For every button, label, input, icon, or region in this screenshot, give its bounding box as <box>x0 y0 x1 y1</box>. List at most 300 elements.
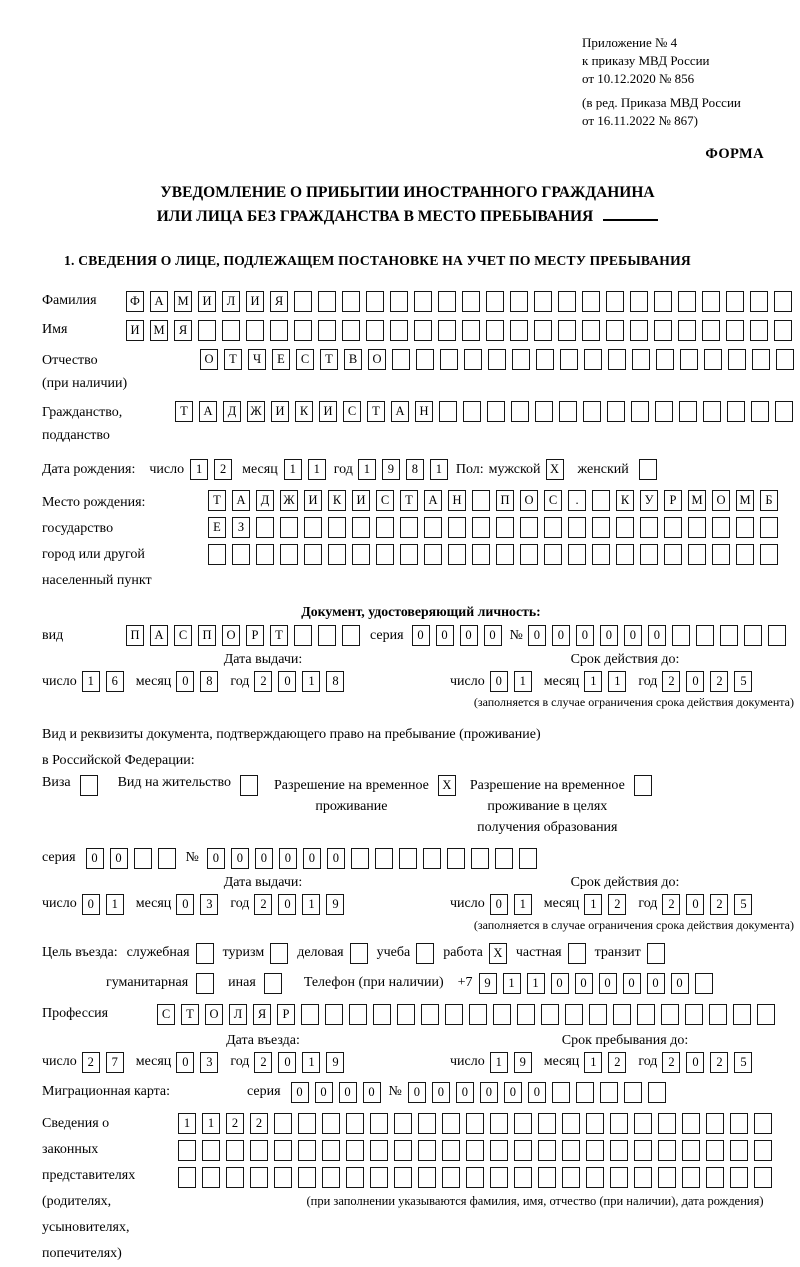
char-box[interactable]: 0 <box>551 973 569 994</box>
char-box[interactable]: 1 <box>302 671 320 692</box>
char-box[interactable]: К <box>328 490 346 511</box>
char-box[interactable] <box>768 625 786 646</box>
char-box[interactable]: А <box>391 401 409 422</box>
char-box[interactable]: 0 <box>279 848 297 869</box>
char-box[interactable]: М <box>150 320 168 341</box>
char-box[interactable] <box>466 1140 484 1161</box>
char-box[interactable]: 8 <box>406 459 424 480</box>
char-box[interactable] <box>558 291 576 312</box>
char-box[interactable]: 1 <box>503 973 521 994</box>
char-box[interactable]: 2 <box>608 1052 626 1073</box>
char-box[interactable] <box>736 517 754 538</box>
char-box[interactable]: И <box>271 401 289 422</box>
char-box[interactable] <box>390 320 408 341</box>
char-box[interactable] <box>568 943 586 964</box>
char-box[interactable]: 1 <box>584 894 602 915</box>
char-box[interactable] <box>606 291 624 312</box>
char-box[interactable]: О <box>712 490 730 511</box>
char-box[interactable]: X <box>546 459 564 480</box>
char-box[interactable] <box>274 1140 292 1161</box>
char-box[interactable] <box>696 625 714 646</box>
char-box[interactable]: 2 <box>662 1052 680 1073</box>
char-box[interactable]: С <box>174 625 192 646</box>
char-box[interactable]: Ж <box>280 490 298 511</box>
char-box[interactable]: 2 <box>608 894 626 915</box>
char-box[interactable]: С <box>157 1004 175 1025</box>
char-box[interactable]: Б <box>760 490 778 511</box>
char-box[interactable]: X <box>489 943 507 964</box>
char-box[interactable] <box>445 1004 463 1025</box>
char-box[interactable]: 7 <box>106 1052 124 1073</box>
char-box[interactable] <box>610 1167 628 1188</box>
char-box[interactable] <box>702 291 720 312</box>
char-box[interactable] <box>400 544 418 565</box>
char-box[interactable] <box>416 943 434 964</box>
char-box[interactable] <box>709 1004 727 1025</box>
char-box[interactable] <box>349 1004 367 1025</box>
char-box[interactable]: П <box>126 625 144 646</box>
char-box[interactable]: 1 <box>106 894 124 915</box>
char-box[interactable] <box>639 459 657 480</box>
char-box[interactable]: 0 <box>315 1082 333 1103</box>
char-box[interactable] <box>517 1004 535 1025</box>
char-box[interactable]: 1 <box>527 973 545 994</box>
char-box[interactable] <box>520 544 538 565</box>
char-box[interactable]: И <box>319 401 337 422</box>
char-box[interactable]: 0 <box>291 1082 309 1103</box>
char-box[interactable]: 0 <box>412 625 430 646</box>
char-box[interactable] <box>226 1140 244 1161</box>
char-box[interactable] <box>298 1140 316 1161</box>
char-box[interactable] <box>274 1113 292 1134</box>
char-box[interactable]: 1 <box>584 671 602 692</box>
char-box[interactable] <box>637 1004 655 1025</box>
char-box[interactable]: 1 <box>202 1113 220 1134</box>
char-box[interactable]: 5 <box>734 1052 752 1073</box>
char-box[interactable] <box>246 320 264 341</box>
char-box[interactable]: 1 <box>358 459 376 480</box>
char-box[interactable]: 0 <box>278 671 296 692</box>
char-box[interactable] <box>325 1004 343 1025</box>
char-box[interactable]: А <box>150 625 168 646</box>
char-box[interactable] <box>472 517 490 538</box>
char-box[interactable] <box>274 1167 292 1188</box>
char-box[interactable]: Ф <box>126 291 144 312</box>
char-box[interactable] <box>682 1140 700 1161</box>
char-box[interactable] <box>270 943 288 964</box>
char-box[interactable] <box>418 1140 436 1161</box>
char-box[interactable] <box>298 1113 316 1134</box>
char-box[interactable]: А <box>424 490 442 511</box>
char-box[interactable]: Я <box>270 291 288 312</box>
char-box[interactable] <box>487 401 505 422</box>
char-box[interactable]: 2 <box>662 894 680 915</box>
char-box[interactable]: 9 <box>514 1052 532 1073</box>
char-box[interactable] <box>462 320 480 341</box>
char-box[interactable] <box>682 1167 700 1188</box>
char-box[interactable] <box>342 320 360 341</box>
char-box[interactable] <box>322 1167 340 1188</box>
char-box[interactable] <box>346 1167 364 1188</box>
char-box[interactable] <box>256 544 274 565</box>
char-box[interactable]: О <box>368 349 386 370</box>
char-box[interactable]: 3 <box>200 1052 218 1073</box>
char-box[interactable] <box>728 349 746 370</box>
char-box[interactable] <box>656 349 674 370</box>
char-box[interactable]: М <box>174 291 192 312</box>
char-box[interactable]: 2 <box>254 894 272 915</box>
char-box[interactable] <box>80 775 98 796</box>
char-box[interactable]: 2 <box>254 1052 272 1073</box>
char-box[interactable] <box>702 320 720 341</box>
char-box[interactable]: Н <box>448 490 466 511</box>
char-box[interactable] <box>442 1140 460 1161</box>
char-box[interactable] <box>688 544 706 565</box>
char-box[interactable]: 1 <box>490 1052 508 1073</box>
char-box[interactable] <box>565 1004 583 1025</box>
char-box[interactable]: 0 <box>504 1082 522 1103</box>
char-box[interactable] <box>706 1113 724 1134</box>
char-box[interactable]: 0 <box>528 1082 546 1103</box>
char-box[interactable] <box>352 544 370 565</box>
char-box[interactable]: 5 <box>734 671 752 692</box>
char-box[interactable]: О <box>205 1004 223 1025</box>
char-box[interactable] <box>202 1167 220 1188</box>
char-box[interactable]: 0 <box>686 894 704 915</box>
char-box[interactable] <box>440 349 458 370</box>
char-box[interactable] <box>760 544 778 565</box>
char-box[interactable] <box>490 1167 508 1188</box>
char-box[interactable] <box>202 1140 220 1161</box>
char-box[interactable]: 0 <box>575 973 593 994</box>
char-box[interactable]: 2 <box>710 671 728 692</box>
char-box[interactable] <box>658 1140 676 1161</box>
char-box[interactable] <box>178 1140 196 1161</box>
char-box[interactable] <box>576 1082 594 1103</box>
char-box[interactable]: 0 <box>648 625 666 646</box>
char-box[interactable]: Т <box>208 490 226 511</box>
char-box[interactable] <box>510 320 528 341</box>
char-box[interactable] <box>270 320 288 341</box>
char-box[interactable] <box>658 1167 676 1188</box>
char-box[interactable]: 0 <box>686 671 704 692</box>
char-box[interactable] <box>664 517 682 538</box>
char-box[interactable] <box>394 1140 412 1161</box>
char-box[interactable] <box>600 1082 618 1103</box>
char-box[interactable]: И <box>246 291 264 312</box>
char-box[interactable]: 0 <box>339 1082 357 1103</box>
char-box[interactable] <box>584 349 602 370</box>
char-box[interactable] <box>640 517 658 538</box>
char-box[interactable]: 0 <box>408 1082 426 1103</box>
char-box[interactable]: 0 <box>432 1082 450 1103</box>
char-box[interactable] <box>512 349 530 370</box>
char-box[interactable]: 0 <box>82 894 100 915</box>
char-box[interactable] <box>750 291 768 312</box>
char-box[interactable] <box>634 1140 652 1161</box>
char-box[interactable] <box>250 1167 268 1188</box>
char-box[interactable] <box>423 848 441 869</box>
char-box[interactable] <box>712 544 730 565</box>
char-box[interactable] <box>490 1140 508 1161</box>
char-box[interactable]: П <box>198 625 216 646</box>
char-box[interactable] <box>592 490 610 511</box>
char-box[interactable] <box>658 1113 676 1134</box>
char-box[interactable] <box>439 401 457 422</box>
char-box[interactable]: 1 <box>430 459 448 480</box>
char-box[interactable] <box>679 401 697 422</box>
char-box[interactable] <box>733 1004 751 1025</box>
char-box[interactable]: Л <box>229 1004 247 1025</box>
char-box[interactable]: 0 <box>490 894 508 915</box>
char-box[interactable]: 0 <box>303 848 321 869</box>
char-box[interactable]: 1 <box>514 671 532 692</box>
char-box[interactable] <box>583 401 601 422</box>
char-box[interactable] <box>608 349 626 370</box>
char-box[interactable] <box>727 401 745 422</box>
char-box[interactable] <box>750 320 768 341</box>
char-box[interactable] <box>630 291 648 312</box>
char-box[interactable] <box>394 1113 412 1134</box>
char-box[interactable] <box>351 848 369 869</box>
char-box[interactable] <box>392 349 410 370</box>
char-box[interactable] <box>472 544 490 565</box>
char-box[interactable]: 2 <box>250 1113 268 1134</box>
char-box[interactable]: 1 <box>302 1052 320 1073</box>
char-box[interactable]: 0 <box>671 973 689 994</box>
char-box[interactable]: 0 <box>528 625 546 646</box>
char-box[interactable] <box>760 517 778 538</box>
char-box[interactable]: 0 <box>110 848 128 869</box>
char-box[interactable] <box>448 517 466 538</box>
char-box[interactable] <box>424 517 442 538</box>
char-box[interactable] <box>552 1082 570 1103</box>
char-box[interactable] <box>520 517 538 538</box>
char-box[interactable] <box>366 291 384 312</box>
char-box[interactable] <box>414 320 432 341</box>
char-box[interactable] <box>544 517 562 538</box>
char-box[interactable]: 0 <box>623 973 641 994</box>
char-box[interactable] <box>538 1113 556 1134</box>
char-box[interactable] <box>414 291 432 312</box>
char-box[interactable] <box>486 291 504 312</box>
char-box[interactable] <box>648 1082 666 1103</box>
char-box[interactable] <box>544 544 562 565</box>
char-box[interactable] <box>534 320 552 341</box>
char-box[interactable] <box>606 320 624 341</box>
char-box[interactable]: 2 <box>710 894 728 915</box>
char-box[interactable] <box>586 1167 604 1188</box>
char-box[interactable]: 0 <box>456 1082 474 1103</box>
char-box[interactable]: И <box>352 490 370 511</box>
char-box[interactable] <box>744 625 762 646</box>
char-box[interactable]: 1 <box>608 671 626 692</box>
char-box[interactable] <box>178 1167 196 1188</box>
char-box[interactable] <box>582 291 600 312</box>
char-box[interactable] <box>240 775 258 796</box>
char-box[interactable] <box>134 848 152 869</box>
char-box[interactable] <box>304 517 322 538</box>
char-box[interactable]: 0 <box>600 625 618 646</box>
char-box[interactable]: 0 <box>576 625 594 646</box>
char-box[interactable] <box>586 1113 604 1134</box>
char-box[interactable]: С <box>343 401 361 422</box>
char-box[interactable] <box>538 1167 556 1188</box>
char-box[interactable] <box>493 1004 511 1025</box>
char-box[interactable] <box>568 517 586 538</box>
char-box[interactable] <box>774 291 792 312</box>
char-box[interactable]: 0 <box>231 848 249 869</box>
char-box[interactable]: Р <box>277 1004 295 1025</box>
char-box[interactable] <box>294 625 312 646</box>
char-box[interactable] <box>298 1167 316 1188</box>
char-box[interactable]: Т <box>224 349 242 370</box>
char-box[interactable]: 0 <box>176 671 194 692</box>
char-box[interactable] <box>752 349 770 370</box>
char-box[interactable]: 0 <box>552 625 570 646</box>
char-box[interactable]: Ч <box>248 349 266 370</box>
char-box[interactable] <box>706 1140 724 1161</box>
char-box[interactable] <box>370 1113 388 1134</box>
char-box[interactable]: М <box>736 490 754 511</box>
char-box[interactable] <box>471 848 489 869</box>
char-box[interactable] <box>654 291 672 312</box>
char-box[interactable] <box>624 1082 642 1103</box>
char-box[interactable] <box>703 401 721 422</box>
char-box[interactable] <box>720 625 738 646</box>
char-box[interactable]: О <box>520 490 538 511</box>
char-box[interactable] <box>560 349 578 370</box>
char-box[interactable]: Т <box>400 490 418 511</box>
char-box[interactable]: О <box>200 349 218 370</box>
char-box[interactable] <box>613 1004 631 1025</box>
char-box[interactable] <box>222 320 240 341</box>
char-box[interactable]: 0 <box>86 848 104 869</box>
char-box[interactable] <box>661 1004 679 1025</box>
char-box[interactable] <box>754 1113 772 1134</box>
char-box[interactable]: З <box>232 517 250 538</box>
char-box[interactable]: А <box>150 291 168 312</box>
char-box[interactable] <box>318 320 336 341</box>
char-box[interactable] <box>256 517 274 538</box>
char-box[interactable]: 2 <box>214 459 232 480</box>
char-box[interactable]: 1 <box>190 459 208 480</box>
char-box[interactable] <box>418 1113 436 1134</box>
char-box[interactable] <box>559 401 577 422</box>
char-box[interactable] <box>712 517 730 538</box>
char-box[interactable] <box>463 401 481 422</box>
char-box[interactable]: X <box>438 775 456 796</box>
char-box[interactable]: 0 <box>484 625 502 646</box>
char-box[interactable]: 0 <box>207 848 225 869</box>
char-box[interactable]: 0 <box>686 1052 704 1073</box>
char-box[interactable]: Р <box>246 625 264 646</box>
char-box[interactable] <box>226 1167 244 1188</box>
char-box[interactable]: Т <box>270 625 288 646</box>
char-box[interactable]: 0 <box>278 894 296 915</box>
char-box[interactable]: А <box>232 490 250 511</box>
char-box[interactable]: Т <box>367 401 385 422</box>
char-box[interactable] <box>346 1113 364 1134</box>
char-box[interactable] <box>582 320 600 341</box>
char-box[interactable]: У <box>640 490 658 511</box>
char-box[interactable] <box>442 1113 460 1134</box>
char-box[interactable] <box>448 544 466 565</box>
char-box[interactable] <box>664 544 682 565</box>
char-box[interactable] <box>562 1167 580 1188</box>
char-box[interactable] <box>774 320 792 341</box>
char-box[interactable] <box>775 401 793 422</box>
char-box[interactable]: 2 <box>662 671 680 692</box>
char-box[interactable]: Т <box>175 401 193 422</box>
char-box[interactable] <box>510 291 528 312</box>
char-box[interactable] <box>634 775 652 796</box>
char-box[interactable] <box>688 517 706 538</box>
char-box[interactable]: И <box>126 320 144 341</box>
char-box[interactable] <box>632 349 650 370</box>
char-box[interactable] <box>538 1140 556 1161</box>
char-box[interactable] <box>466 1167 484 1188</box>
char-box[interactable]: 9 <box>382 459 400 480</box>
char-box[interactable] <box>757 1004 775 1025</box>
char-box[interactable]: С <box>544 490 562 511</box>
char-box[interactable] <box>318 291 336 312</box>
char-box[interactable]: 0 <box>599 973 617 994</box>
char-box[interactable] <box>280 517 298 538</box>
char-box[interactable]: 9 <box>326 894 344 915</box>
char-box[interactable] <box>370 1167 388 1188</box>
char-box[interactable] <box>318 625 336 646</box>
char-box[interactable] <box>562 1140 580 1161</box>
char-box[interactable]: Ж <box>247 401 265 422</box>
char-box[interactable]: 0 <box>176 1052 194 1073</box>
char-box[interactable]: 1 <box>302 894 320 915</box>
char-box[interactable] <box>589 1004 607 1025</box>
char-box[interactable] <box>647 943 665 964</box>
char-box[interactable]: Е <box>208 517 226 538</box>
char-box[interactable] <box>280 544 298 565</box>
char-box[interactable] <box>730 1113 748 1134</box>
char-box[interactable] <box>462 291 480 312</box>
char-box[interactable] <box>535 401 553 422</box>
char-box[interactable] <box>640 544 658 565</box>
char-box[interactable] <box>322 1113 340 1134</box>
char-box[interactable] <box>322 1140 340 1161</box>
char-box[interactable] <box>631 401 649 422</box>
char-box[interactable] <box>678 291 696 312</box>
char-box[interactable] <box>634 1167 652 1188</box>
char-box[interactable] <box>196 973 214 994</box>
char-box[interactable]: 5 <box>734 894 752 915</box>
char-box[interactable] <box>495 848 513 869</box>
char-box[interactable]: Д <box>223 401 241 422</box>
char-box[interactable]: 0 <box>255 848 273 869</box>
char-box[interactable]: И <box>304 490 322 511</box>
char-box[interactable] <box>198 320 216 341</box>
char-box[interactable] <box>390 291 408 312</box>
char-box[interactable] <box>486 320 504 341</box>
char-box[interactable] <box>514 1140 532 1161</box>
char-box[interactable]: И <box>198 291 216 312</box>
char-box[interactable] <box>370 1140 388 1161</box>
char-box[interactable]: 1 <box>308 459 326 480</box>
char-box[interactable]: Я <box>174 320 192 341</box>
char-box[interactable] <box>630 320 648 341</box>
char-box[interactable] <box>442 1167 460 1188</box>
char-box[interactable] <box>672 625 690 646</box>
char-box[interactable]: 2 <box>710 1052 728 1073</box>
char-box[interactable] <box>562 1113 580 1134</box>
